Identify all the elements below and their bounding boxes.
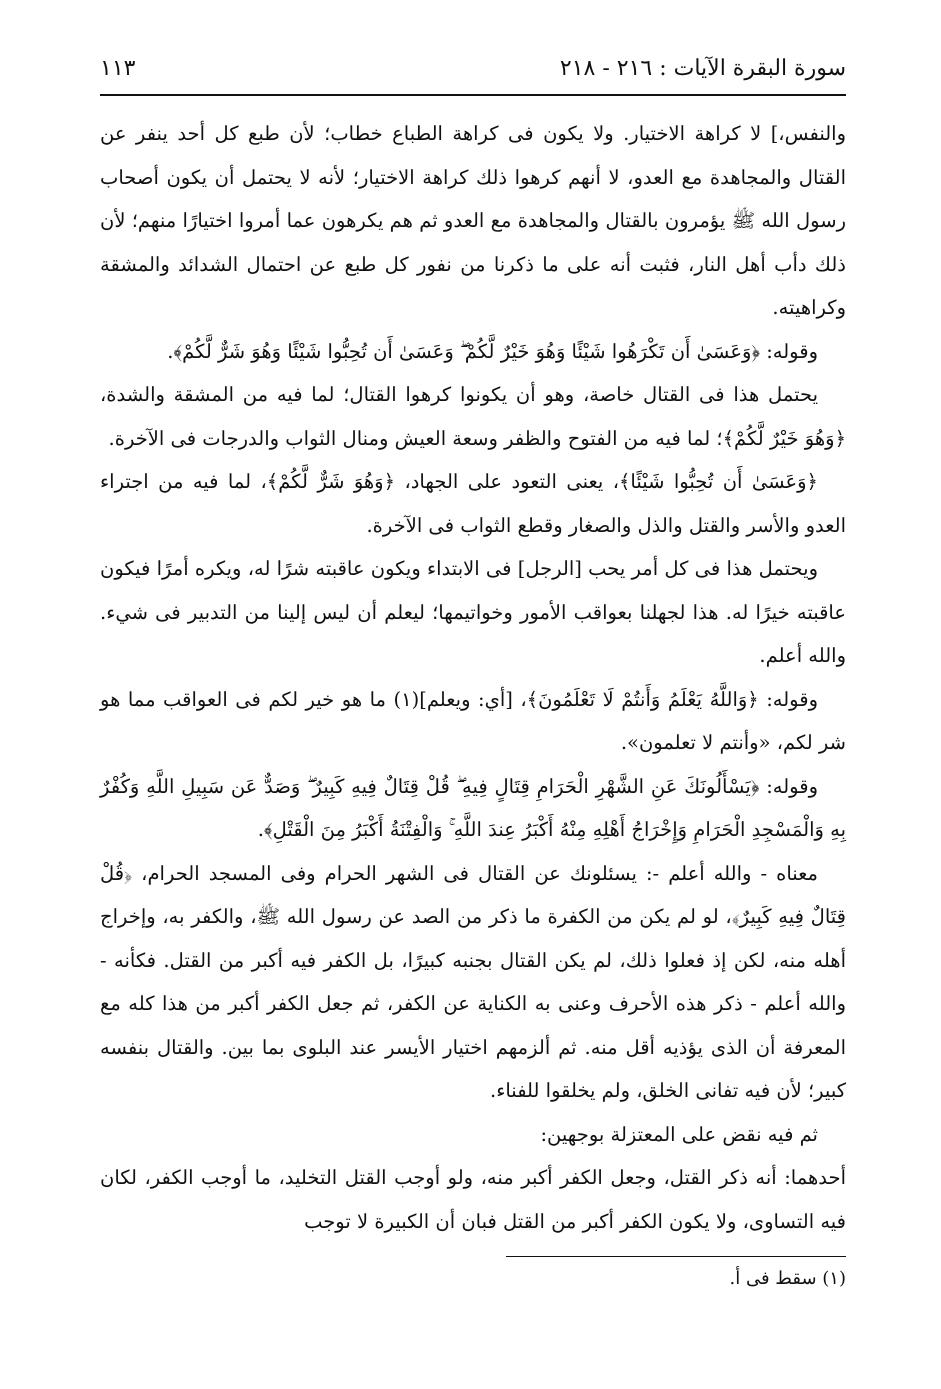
paragraph: والنفس،] لا كراهة الاختيار. ولا يكون فى كراهة الطباع خطاب؛ لأن طبع كل أحد ينفر عن القتال والمجاهدة مع العدو، لا أنهم كرهوا ذلك كراهة الاختيار؛ لأنه لا يحتمل أن يكون أصحاب رسول الله ﷺ يؤمرون بالقتال والمجاهدة مع العدو ثم هم يكرهون عما أمروا اختيارًا منهم؛ لأن ذلك دأب أهل النار، فثبت أنه على ما ذكرنا من نفور كل طبع عن احتمال الشدائد والمشقة وكراهيته. bbox=[100, 122, 846, 319]
paragraph: ثم فيه نقض على المعتزلة بوجهين: bbox=[540, 1122, 818, 1146]
paragraph: وقوله: ﴿وَعَسَىٰ أَن تَكْرَهُوا شَيْئًا وَهُوَ خَيْرٌ لَّكُمْ ۖ وَعَسَىٰ أَن تُحِبُّوا شَيْئًا وَهُوَ شَرٌّ لَّكُمْ﴾. bbox=[167, 339, 818, 363]
paragraph: وقوله: ﴿وَاللَّهُ يَعْلَمُ وَأَنتُمْ لَا تَعْلَمُونَ﴾، [أي: ويعلم](١) ما هو خير لكم فى العواقب مما هو شر لكم، «وأنتم لا تعلمون». bbox=[100, 687, 846, 754]
paragraph: معناه - والله أعلم -: يسئلونك عن القتال فى الشهر الحرام وفى المسجد الحرام، ﴿قُلْ قِتَالٌ فِيهِ كَبِيرٌ﴾، لو لم يكن من الكفرة ما ذكر من الصد عن رسول الله ﷺ، والكفر به، وإخراج أهله منه، لكن إذ فعلوا ذلك، لم يكن القتال بجنبه كبيرًا، بل الكفر فيه أكبر من القتل. فكأنه - والله أعلم - ذكر هذه الأحرف وعنى به الكناية عن الكفر، ثم جعل الكفر أكبر من هذا كله مع المعرفة أن الذى يؤذيه أقل منه. ثم ألزمهم اختيار الأيسر عند البلوى بما بين. والقتال بنفسه كبير؛ لأن فيه تفانى الخلق، ولم يخلقوا للفناء. bbox=[100, 861, 846, 1102]
paragraph: وقوله: ﴿يَسْأَلُونَكَ عَنِ الشَّهْرِ الْحَرَامِ قِتَالٍ فِيهِ ۖ قُلْ قِتَالٌ فِيهِ كَبِيرٌ ۖ وَصَدٌّ عَن سَبِيلِ اللَّهِ وَكُفْرٌ بِهِ وَالْمَسْجِدِ الْحَرَامِ وَإِخْرَاجُ أَهْلِهِ مِنْهُ أَكْبَرُ عِندَ اللَّهِ ۚ وَالْفِتْنَةُ أَكْبَرُ مِنَ الْقَتْلِ﴾. bbox=[100, 774, 846, 841]
body-text bbox=[100, 112, 846, 1243]
paragraph: ﴿وَعَسَىٰ أَن تُحِبُّوا شَيْئًا﴾، يعنى التعود على الجهاد، ﴿وَهُوَ شَرٌّ لَّكُمْ﴾، لما فيه من اجتراء العدو والأسر والقتل والذل والصغار وقطع الثواب فى الآخرة. bbox=[100, 470, 846, 537]
paragraph: أحدهما: أنه ذكر القتل، وجعل الكفر أكبر منه، ولو أوجب القتل التخليد، ما أوجب الكفر، لكان فيه التساوى، ولا يكون الكفر أكبر من القتل فبان أن الكبيرة لا توجب bbox=[100, 1166, 846, 1233]
running-title: سورة البقرة الآيات : ٢١٦ - ٢١٨ bbox=[559, 56, 846, 81]
footnote-rule bbox=[506, 1256, 846, 1257]
page-number: ١١٣ bbox=[100, 56, 136, 81]
footnote: (١) سقط فى أ. bbox=[729, 1268, 846, 1289]
paragraph: ويحتمل هذا فى كل أمر يحب [الرجل] فى الابتداء ويكون عاقبته شرًا له، ويكره أمرًا فيكون عاقبته خيرًا له. هذا لجهلنا بعواقب الأمور وخواتيمها؛ ليعلم أن ليس إلينا من التدبير فى شيء. والله أعلم. bbox=[100, 557, 846, 667]
page-header bbox=[100, 50, 846, 90]
header-rule bbox=[100, 94, 846, 96]
paragraph: يحتمل هذا فى القتال خاصة، وهو أن يكونوا كرهوا القتال؛ لما فيه من المشقة والشدة، ﴿وَهُوَ خَيْرٌ لَّكُمْ﴾؛ لما فيه من الفتوح والظفر وسعة العيش ومنال الثواب والدرجات فى الآخرة. bbox=[100, 383, 846, 450]
